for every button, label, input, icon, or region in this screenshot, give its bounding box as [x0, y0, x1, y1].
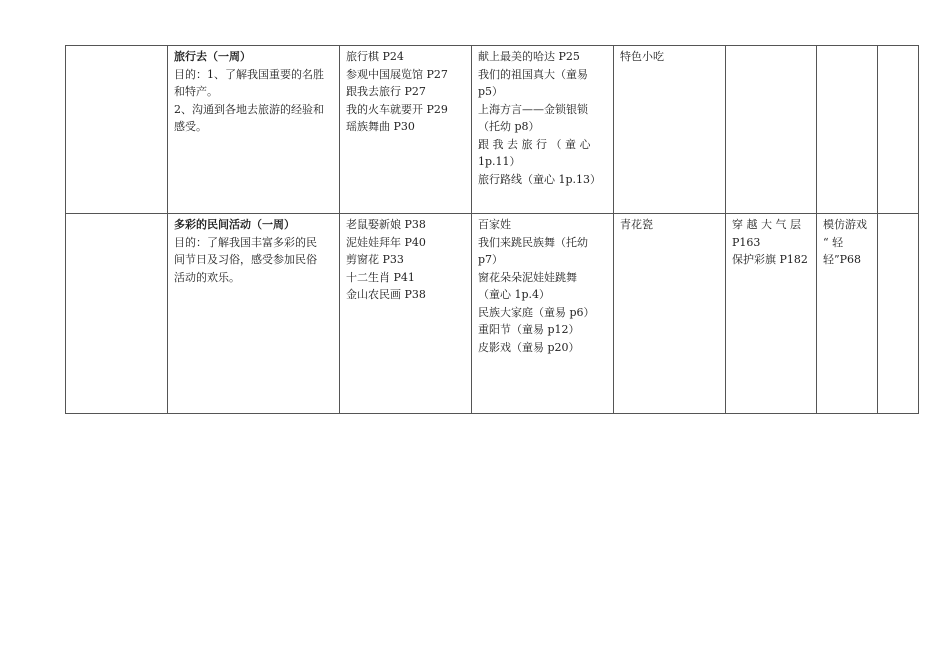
activity-cell: [340, 46, 472, 214]
resource-item: 跟 我 去 旅 行 （ 童 心: [478, 137, 591, 151]
blank-cell: [66, 214, 168, 414]
theme-title: 多彩的民间活动（一周）: [174, 218, 295, 231]
activity-item: 十二生肖 P41: [346, 270, 415, 284]
feature-cell: [614, 214, 726, 414]
blank-cell: [66, 46, 168, 214]
resource-item: p5）: [478, 85, 504, 98]
resource-cell: [472, 214, 614, 414]
feature-item: 特色小吃: [620, 50, 664, 63]
activity-item: 泥娃娃拜年 P40: [346, 235, 426, 249]
activity-item: 旅行棋 P24: [346, 50, 404, 63]
science-cell: [726, 214, 817, 414]
game-cell: [817, 214, 878, 414]
resource-item: （童心 1p.4）: [478, 288, 551, 301]
activity-item: 金山农民画 P38: [346, 288, 426, 301]
resource-item: p7）: [478, 253, 504, 266]
science-item: 保护彩旗 P182: [732, 253, 808, 266]
theme-line: 活动的欢乐。: [174, 270, 240, 284]
feature-item: 青花瓷: [620, 218, 653, 231]
theme-line: 目的：1、了解我国重要的名胜: [174, 67, 324, 81]
resource-item: 旅行路线（童心 1p.13）: [478, 172, 602, 186]
resource-item: 上海方言——金锁银锁: [478, 102, 588, 116]
game-item: 模仿游戏: [823, 218, 867, 231]
resource-item: 民族大家庭（童易 p6）: [478, 305, 595, 319]
resource-item: 百家姓: [478, 218, 511, 231]
resource-cell: [472, 46, 614, 214]
game-item: “ 轻: [823, 235, 844, 249]
resource-item: 皮影戏（童易 p20）: [478, 340, 580, 354]
activity-plan-table: [65, 45, 919, 414]
game-item: 轻”P68: [823, 253, 862, 266]
theme-line: 目的：了解我国丰富多彩的民: [174, 235, 317, 249]
extra-cell: [878, 214, 919, 414]
science-cell: [726, 46, 817, 214]
theme-line: 和特产。: [174, 85, 218, 98]
theme-cell: [168, 214, 340, 414]
table-row: [66, 214, 919, 414]
resource-item: 我们的祖国真大（童易: [478, 67, 588, 81]
activity-item: 跟我去旅行 P27: [346, 85, 426, 98]
science-item: P163: [732, 235, 761, 249]
extra-cell: [878, 46, 919, 214]
resource-item: 我们来跳民族舞（托幼: [478, 235, 588, 249]
resource-item: 1p.11）: [478, 155, 521, 168]
activity-item: 老鼠娶新娘 P38: [346, 218, 426, 231]
theme-cell: [168, 46, 340, 214]
resource-item: 献上最美的哈达 P25: [478, 50, 580, 63]
resource-item: 窗花朵朵泥娃娃跳舞: [478, 270, 577, 284]
activity-item: 剪窗花 P33: [346, 253, 404, 266]
theme-line: 间节日及习俗，感受参加民俗: [174, 253, 317, 266]
activity-item: 瑶族舞曲 P30: [346, 120, 415, 133]
activity-item: 参观中国展览馆 P27: [346, 67, 448, 81]
feature-cell: [614, 46, 726, 214]
resource-item: 重阳节（童易 p12）: [478, 323, 580, 336]
activity-item: 我的火车就要开 P29: [346, 102, 448, 116]
resource-item: （托幼 p8）: [478, 120, 540, 133]
table-row: [66, 46, 919, 214]
game-cell: [817, 46, 878, 214]
activity-cell: [340, 214, 472, 414]
theme-title: 旅行去（一周）: [174, 50, 251, 63]
theme-line: 感受。: [174, 120, 207, 133]
theme-line: 2、沟通到各地去旅游的经验和: [174, 102, 324, 116]
science-item: 穿 越 大 气 层: [732, 218, 801, 231]
